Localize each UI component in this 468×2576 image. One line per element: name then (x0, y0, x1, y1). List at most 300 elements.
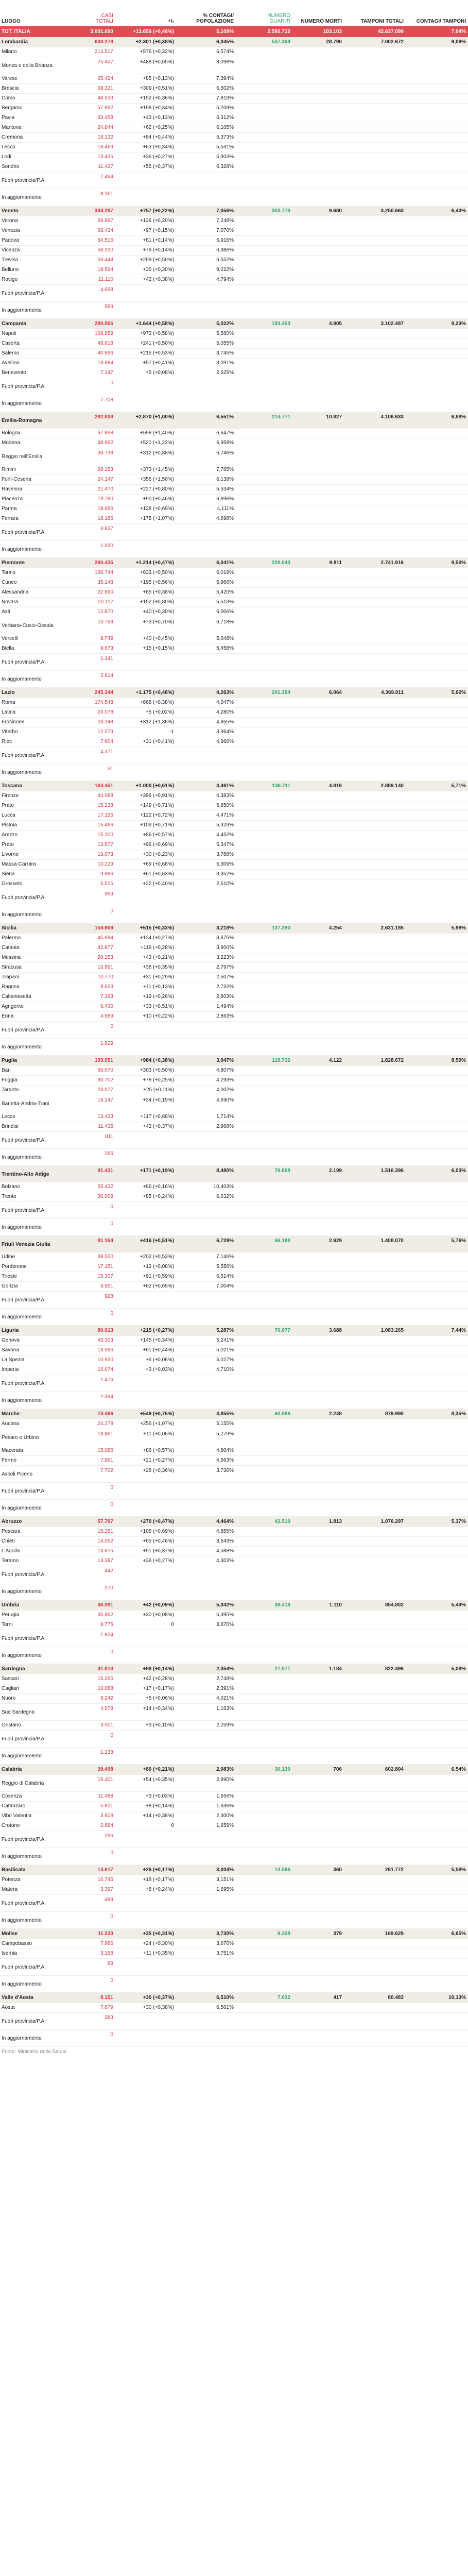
cell-healed: 30.130 (236, 1765, 292, 1775)
province-row (0, 982, 468, 992)
cell-ratio (406, 1630, 468, 1647)
cell-ratio (406, 1182, 468, 1192)
cell-tests (344, 495, 406, 504)
cell-tests (344, 598, 406, 607)
cell-ratio (406, 671, 468, 688)
cell-ratio (406, 1483, 468, 1500)
province-row (0, 236, 468, 246)
cell-place: Lecco (0, 143, 62, 152)
cell-change (115, 2013, 176, 2030)
cell-ratio (406, 172, 468, 189)
cell-tests (344, 860, 406, 870)
cell-place: Como (0, 94, 62, 104)
province-row (0, 1811, 468, 1821)
cell-healed (236, 1583, 292, 1600)
cell-cases: 0 (62, 378, 115, 395)
cell-healed (236, 226, 292, 236)
cell-tests (344, 840, 406, 850)
cell-change (115, 1748, 176, 1765)
cell-deaths (292, 143, 344, 152)
cell-cases: 73.466 (62, 1409, 115, 1420)
cell-deaths (292, 104, 344, 113)
cell-ratio (406, 359, 468, 368)
cell-change: +312 (+0,88%) (115, 448, 176, 465)
cell-healed (236, 1630, 292, 1647)
cell-healed (236, 1202, 292, 1219)
region-row (0, 1409, 468, 1420)
cell-cases: 6.430 (62, 1002, 115, 1012)
cell-ratio (406, 870, 468, 879)
cell-pct: 6,552% (176, 256, 236, 265)
province-row (0, 879, 468, 889)
cell-place: Parma (0, 504, 62, 514)
cell-ratio (406, 1731, 468, 1748)
cell-tests (344, 654, 406, 671)
cell-cases: 15.100 (62, 831, 115, 840)
cell-ratio (406, 504, 468, 514)
cell-deaths (292, 1219, 344, 1236)
cell-tests: 2.889.140 (344, 781, 406, 792)
cell-cases: 8.623 (62, 982, 115, 992)
cell-cases: 48.091 (62, 1600, 115, 1611)
cell-tests (344, 850, 406, 860)
cell-healed (236, 1456, 292, 1466)
cell-deaths (292, 504, 344, 514)
province-row (0, 1262, 468, 1272)
cell-change (115, 1022, 176, 1039)
province-row (0, 1202, 468, 1219)
cell-tests (344, 791, 406, 801)
cell-tests (344, 1149, 406, 1166)
cell-cases: 3.608 (62, 1811, 115, 1821)
cell-place: TOT. ITALIA (0, 26, 62, 38)
province-row (0, 1885, 468, 1895)
cell-cases: 18.666 (62, 504, 115, 514)
cell-ratio (406, 1002, 468, 1012)
province-row (0, 465, 468, 475)
province-row (0, 339, 468, 349)
region-row (0, 1326, 468, 1336)
cell-tests (344, 718, 406, 727)
cell-ratio (406, 226, 468, 236)
cell-deaths (292, 764, 344, 781)
cell-change (115, 1392, 176, 1409)
cell-tests: 42.637.099 (344, 26, 406, 38)
cell-change: +86 (+0,57%) (115, 831, 176, 840)
cell-deaths (292, 1365, 344, 1375)
province-row (0, 349, 468, 359)
cell-healed (236, 1875, 292, 1885)
cell-change: +40 (+0,30%) (115, 607, 176, 617)
cell-change: +128 (+0,69%) (115, 504, 176, 514)
cell-place: Alessandria (0, 588, 62, 598)
cell-ratio (406, 329, 468, 339)
province-row (0, 47, 468, 57)
cell-change: +36 (+0,27%) (115, 152, 176, 162)
cell-deaths (292, 1802, 344, 1811)
cell-ratio: 7,44% (406, 1326, 468, 1336)
cell-cases: 10.891 (62, 963, 115, 973)
cell-deaths (292, 113, 344, 123)
cell-cases: 11.488 (62, 1792, 115, 1802)
cell-healed (236, 1792, 292, 1802)
cell-pct: 4,807% (176, 1066, 236, 1076)
cell-tests (344, 1821, 406, 1831)
cell-deaths (292, 1831, 344, 1848)
cell-place: Treviso (0, 256, 62, 265)
cell-place: Sassari (0, 1674, 62, 1684)
region-row (0, 206, 468, 217)
cell-cases: 80.613 (62, 1326, 115, 1336)
cell-tests (344, 1792, 406, 1802)
cell-tests: 854.802 (344, 1600, 406, 1611)
cell-pct: 1,494% (176, 1002, 236, 1012)
cell-place: Arezzo (0, 831, 62, 840)
cell-healed (236, 1112, 292, 1122)
cell-ratio (406, 1252, 468, 1262)
cell-change: +35 (+0,31%) (115, 1929, 176, 1940)
cell-deaths (292, 1202, 344, 1219)
cell-deaths (292, 889, 344, 906)
cell-deaths (292, 429, 344, 438)
cell-change: -1 (115, 727, 176, 737)
cell-deaths (292, 1976, 344, 1993)
cell-tests: 1.828.672 (344, 1056, 406, 1066)
cell-change: +109 (+0,71%) (115, 821, 176, 831)
province-row (0, 850, 468, 860)
cell-healed (236, 1500, 292, 1517)
cell-pct: 5,329% (176, 821, 236, 831)
cell-change: +43 (+0,13%) (115, 113, 176, 123)
province-row (0, 634, 468, 644)
cell-deaths (292, 943, 344, 953)
header-ratio-bottom: TAMPONI (442, 19, 466, 24)
cell-deaths (292, 811, 344, 821)
cell-tests (344, 541, 406, 558)
cell-pct: 3,736% (176, 1466, 236, 1483)
province-row (0, 1821, 468, 1831)
cell-healed (236, 1895, 292, 1912)
cell-place: Varese (0, 74, 62, 84)
cell-cases: 8.775 (62, 1620, 115, 1630)
cell-ratio (406, 1912, 468, 1929)
cell-change: +1.214 (+0,47%) (115, 558, 176, 569)
cell-tests: 879.990 (344, 1409, 406, 1420)
cell-ratio (406, 133, 468, 143)
cell-pct: 4,464% (176, 1517, 236, 1528)
cell-change: +96 (+0,69%) (115, 840, 176, 850)
cell-pct: 1,714% (176, 1112, 236, 1122)
cell-pct (176, 395, 236, 412)
cell-tests: 2.631.185 (344, 923, 406, 934)
cell-ratio (406, 982, 468, 992)
cell-ratio (406, 879, 468, 889)
cell-ratio (406, 123, 468, 133)
cell-place: In aggiornamento (0, 395, 62, 412)
cell-deaths (292, 1292, 344, 1309)
cell-place: In aggiornamento (0, 1219, 62, 1236)
cell-pct (176, 172, 236, 189)
cell-change: +227 (+0,80%) (115, 485, 176, 495)
cell-healed (236, 1066, 292, 1076)
cell-change: +241 (+0,50%) (115, 339, 176, 349)
cell-ratio (406, 2030, 468, 2047)
cell-deaths (292, 634, 344, 644)
header-healed-top: NUMERO (267, 13, 290, 19)
cell-ratio (406, 906, 468, 923)
cell-pct: 6,647% (176, 429, 236, 438)
cell-place: Calabria (0, 1765, 62, 1775)
cell-deaths (292, 698, 344, 708)
cell-tests (344, 870, 406, 879)
cell-place: Bolzano (0, 1182, 62, 1192)
cell-ratio (406, 448, 468, 465)
cell-deaths (292, 1272, 344, 1282)
cell-change: +10 (+0,22%) (115, 1012, 176, 1022)
cell-ratio (406, 485, 468, 495)
province-row (0, 246, 468, 256)
cell-change: +312 (+1,36%) (115, 718, 176, 727)
cell-change: +2.870 (+1,00%) (115, 412, 176, 429)
cell-healed (236, 1309, 292, 1326)
cell-healed (236, 1912, 292, 1929)
cell-change: +256 (+1,07%) (115, 1419, 176, 1429)
cell-place: Viterbo (0, 727, 62, 737)
cell-ratio: 5,98% (406, 923, 468, 934)
cell-ratio (406, 1875, 468, 1885)
cell-place: In aggiornamento (0, 1039, 62, 1056)
province-row (0, 1122, 468, 1132)
cell-tests (344, 429, 406, 438)
cell-healed: 7.032 (236, 1993, 292, 2004)
cell-cases: 18.247 (62, 1095, 115, 1112)
cell-deaths: 1.110 (292, 1600, 344, 1611)
header-tests (344, 0, 406, 26)
cell-cases: 14.617 (62, 1865, 115, 1876)
cell-pct: 6,502% (176, 84, 236, 94)
cell-ratio (406, 1821, 468, 1831)
cell-place: Fuori provincia/P.A. (0, 378, 62, 395)
cell-pct: 1,163% (176, 1704, 236, 1721)
cell-healed (236, 485, 292, 495)
cell-healed (236, 1694, 292, 1704)
cell-change: +11 (+0,35%) (115, 1949, 176, 1959)
cell-healed (236, 275, 292, 285)
cell-cases: 159.051 (62, 1056, 115, 1066)
cell-change (115, 1831, 176, 1848)
cell-pct (176, 1039, 236, 1056)
cell-tests (344, 485, 406, 495)
province-row (0, 821, 468, 831)
cell-tests (344, 2013, 406, 2030)
cell-healed (236, 143, 292, 152)
cell-pct: 3,964% (176, 727, 236, 737)
cell-place: Fuori provincia/P.A. (0, 1483, 62, 1500)
cell-ratio (406, 801, 468, 811)
cell-healed (236, 285, 292, 302)
cell-place: Genova (0, 1336, 62, 1346)
cell-change: +973 (+0,58%) (115, 329, 176, 339)
cell-healed (236, 84, 292, 94)
province-row (0, 172, 468, 189)
cell-deaths (292, 879, 344, 889)
cell-deaths: 417 (292, 1993, 344, 2004)
cell-deaths (292, 791, 344, 801)
cell-pct (176, 1748, 236, 1765)
cell-deaths (292, 339, 344, 349)
province-row (0, 475, 468, 485)
cell-ratio (406, 654, 468, 671)
cell-tests (344, 1895, 406, 1912)
province-row (0, 1583, 468, 1600)
province-row (0, 943, 468, 953)
cell-deaths (292, 189, 344, 206)
cell-ratio (406, 644, 468, 654)
cell-pct (176, 1500, 236, 1517)
cell-pct: 7,070% (176, 226, 236, 236)
cell-tests (344, 1674, 406, 1684)
cell-place: Umbria (0, 1600, 62, 1611)
cell-deaths (292, 216, 344, 226)
cell-place: Grosseto (0, 879, 62, 889)
cell-pct: 3,223% (176, 953, 236, 963)
cell-pct: 5,395% (176, 1611, 236, 1620)
cell-healed (236, 1466, 292, 1483)
cell-cases: 158.909 (62, 923, 115, 934)
cell-tests: 4.369.011 (344, 688, 406, 699)
cell-pct: 5,109% (176, 26, 236, 38)
cell-place: Friuli Venezia Giulia (0, 1236, 62, 1253)
cell-pct (176, 189, 236, 206)
cell-ratio (406, 1282, 468, 1292)
province-row (0, 1939, 468, 1949)
cell-place: Fuori provincia/P.A. (0, 172, 62, 189)
cell-tests (344, 1192, 406, 1202)
cell-pct: 3,870% (176, 1620, 236, 1630)
cell-pct: 6,510% (176, 1993, 236, 2004)
cell-place: Bari (0, 1066, 62, 1076)
cell-tests (344, 1355, 406, 1365)
cell-cases: 9.673 (62, 644, 115, 654)
province-row (0, 698, 468, 708)
cell-change: +30 (+0,23%) (115, 850, 176, 860)
cell-cases: 15.281 (62, 1527, 115, 1537)
province-row (0, 57, 468, 74)
cell-ratio (406, 189, 468, 206)
cell-ratio (406, 889, 468, 906)
cell-healed (236, 1704, 292, 1721)
cell-change (115, 395, 176, 412)
cell-change (115, 906, 176, 923)
cell-change: +40 (+0,45%) (115, 634, 176, 644)
cell-deaths (292, 588, 344, 598)
cell-cases: 1.141 (62, 654, 115, 671)
cell-ratio (406, 1355, 468, 1365)
cell-deaths (292, 1611, 344, 1620)
cell-place: Pavia (0, 113, 62, 123)
cell-change: +88 (+0,14%) (115, 1664, 176, 1675)
cell-cases: 7.163 (62, 992, 115, 1002)
cell-deaths (292, 133, 344, 143)
cell-cases: 19.132 (62, 133, 115, 143)
cell-place: In aggiornamento (0, 1500, 62, 1517)
cell-healed (236, 943, 292, 953)
cell-change: +488 (+0,65%) (115, 57, 176, 74)
cell-tests (344, 1012, 406, 1022)
cell-place: Bologna (0, 429, 62, 438)
cell-change: +36 (+0,27%) (115, 1556, 176, 1566)
cell-change (115, 1500, 176, 1517)
cell-place: Fuori provincia/P.A. (0, 1132, 62, 1149)
cell-deaths (292, 870, 344, 879)
cell-healed: 13.596 (236, 1865, 292, 1876)
cell-healed (236, 708, 292, 718)
cell-change: +86 (+0,16%) (115, 1182, 176, 1192)
cell-ratio (406, 152, 468, 162)
cell-healed (236, 698, 292, 708)
cell-place: Veneto (0, 206, 62, 217)
cell-pct: 4,303% (176, 1556, 236, 1566)
province-row (0, 870, 468, 879)
cell-ratio (406, 1419, 468, 1429)
cell-ratio (406, 349, 468, 359)
cell-pct (176, 1202, 236, 1219)
cell-deaths (292, 378, 344, 395)
cell-deaths (292, 801, 344, 811)
cell-place: Toscana (0, 781, 62, 792)
cell-pct: 6,574% (176, 47, 236, 57)
cell-healed (236, 654, 292, 671)
cell-cases: 40.896 (62, 349, 115, 359)
cell-pct: 2,803% (176, 992, 236, 1002)
cell-ratio (406, 339, 468, 349)
cell-pct: 7,004% (176, 1282, 236, 1292)
cell-healed (236, 1775, 292, 1792)
cell-healed (236, 1429, 292, 1446)
cell-cases: 20.117 (62, 598, 115, 607)
cell-deaths (292, 495, 344, 504)
cell-deaths (292, 246, 344, 256)
cell-tests (344, 1002, 406, 1012)
cell-cases: 0 (62, 1647, 115, 1664)
cell-healed (236, 349, 292, 359)
cell-cases: 44.088 (62, 791, 115, 801)
cell-healed (236, 644, 292, 654)
cell-healed (236, 152, 292, 162)
cell-cases: 10.930 (62, 1355, 115, 1365)
cell-cases: 266 (62, 1149, 115, 1166)
cell-ratio (406, 934, 468, 943)
province-row (0, 1748, 468, 1765)
cell-healed (236, 1375, 292, 1392)
cell-pct: 5,560% (176, 329, 236, 339)
cell-pct (176, 1895, 236, 1912)
province-row (0, 644, 468, 654)
cell-deaths (292, 2013, 344, 2030)
cell-tests (344, 113, 406, 123)
cell-healed (236, 1547, 292, 1556)
cell-change: +30 (+0,38%) (115, 2003, 176, 2013)
cell-cases: 15.138 (62, 801, 115, 811)
cell-cases: 245.344 (62, 688, 115, 699)
cell-place: Rovigo (0, 275, 62, 285)
province-row (0, 226, 468, 236)
cell-cases: 4.079 (62, 1704, 115, 1721)
province-row (0, 113, 468, 123)
cell-place: Fuori provincia/P.A. (0, 285, 62, 302)
cell-healed (236, 764, 292, 781)
cell-ratio: 9,50% (406, 558, 468, 569)
